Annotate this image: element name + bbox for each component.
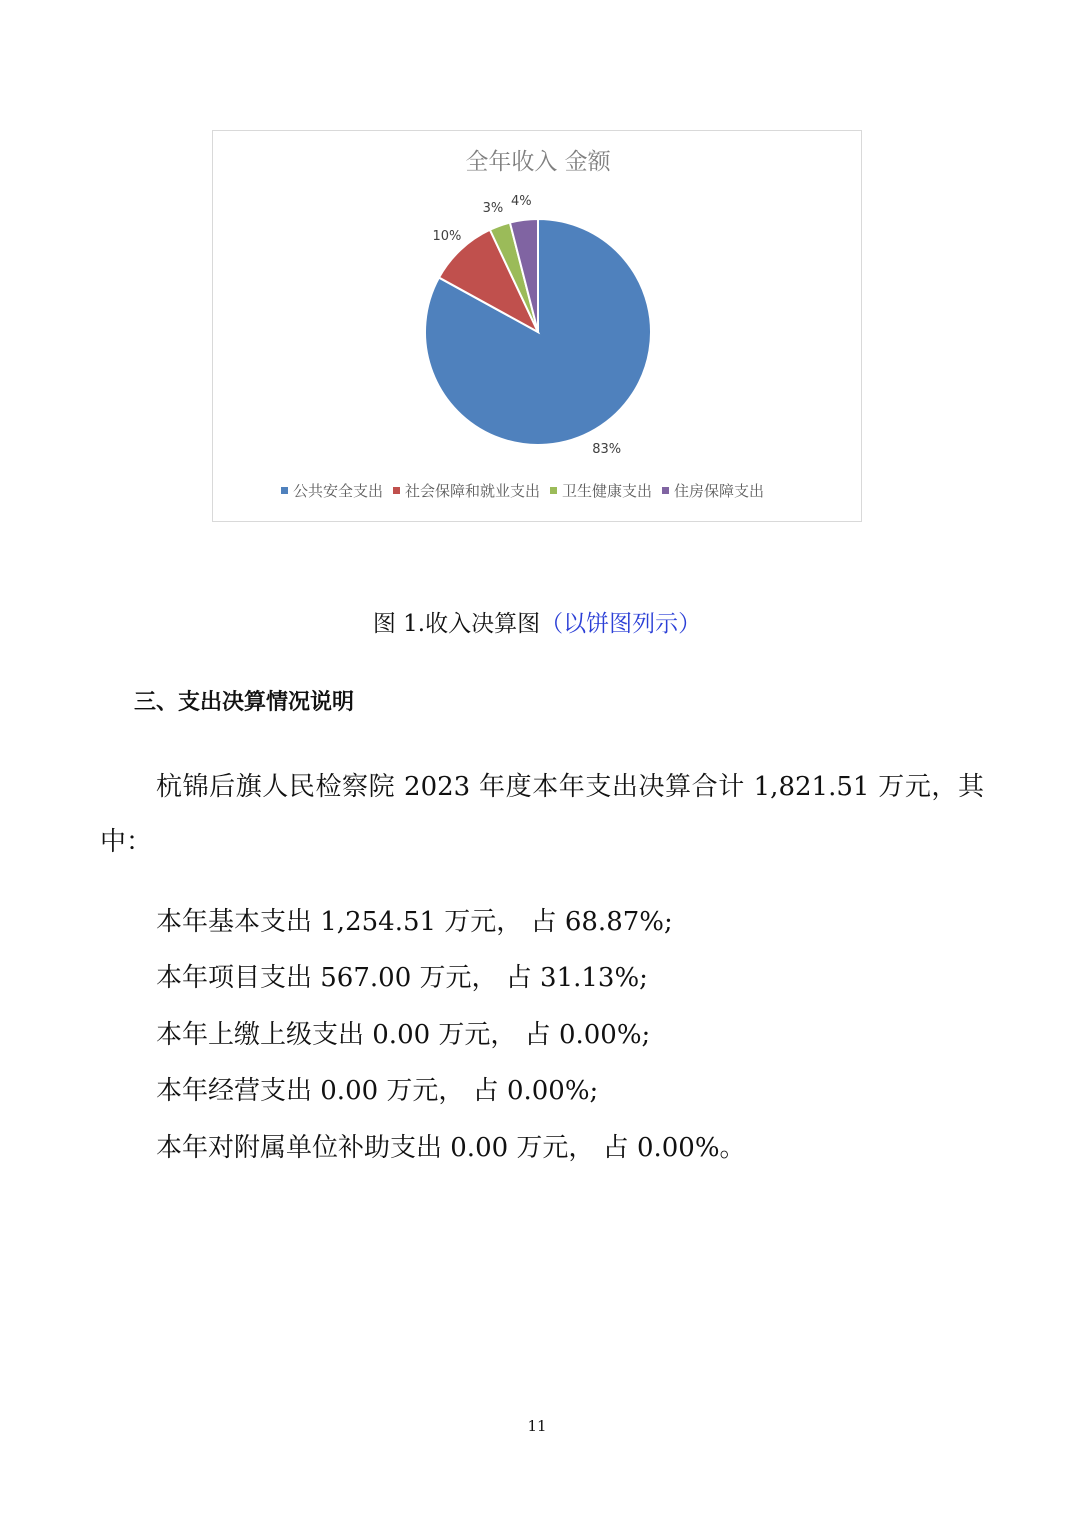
caption-main: 图 1.收入决算图: [372, 611, 541, 637]
intro-paragraph: 杭锦后旗人民检察院 2023 年度本年支出决算合计 1,821.51 万元，其中：: [100, 772, 984, 857]
legend-swatch-3: [550, 487, 557, 494]
legend-swatch-4: [662, 487, 669, 494]
item-operation-expense: 本年经营支出 0.00 万元， 占 0.00%;: [156, 1076, 599, 1106]
pie-slice-label-1: 83%: [592, 442, 622, 458]
page-number: 11: [527, 1417, 547, 1435]
caption-paren: （以饼图列示）: [540, 611, 702, 637]
item-subsidiary-expense: 本年对附属单位补助支出 0.00 万元， 占 0.00%。: [156, 1133, 746, 1163]
section-heading: 三、支出决算情况说明: [134, 690, 355, 715]
pie-slice-label-4: 4%: [511, 194, 532, 210]
legend-swatch-1: [281, 487, 288, 494]
legend-label-3: 卫生健康支出: [562, 482, 653, 500]
legend-swatch-2: [393, 487, 400, 494]
item-project-expense: 本年项目支出 567.00 万元， 占 31.13%;: [156, 963, 648, 993]
income-pie-chart: [212, 130, 862, 522]
chart-title: 全年收入 金额: [465, 149, 611, 175]
pie-chart-svg: [213, 131, 863, 523]
legend-label-2: 社会保障和就业支出: [405, 482, 541, 500]
pie-slice-label-3: 3%: [482, 200, 504, 216]
pie-slice-label-2: 10%: [432, 229, 462, 245]
legend-label-4: 住房保障支出: [674, 482, 765, 500]
figure-caption: [0, 609, 1074, 639]
legend-label-1: 公共安全支出: [293, 482, 384, 500]
item-upper-level-expense: 本年上缴上级支出 0.00 万元， 占 0.00%;: [156, 1020, 651, 1050]
item-basic-expense: 本年基本支出 1,254.51 万元， 占 68.87%;: [156, 907, 673, 937]
